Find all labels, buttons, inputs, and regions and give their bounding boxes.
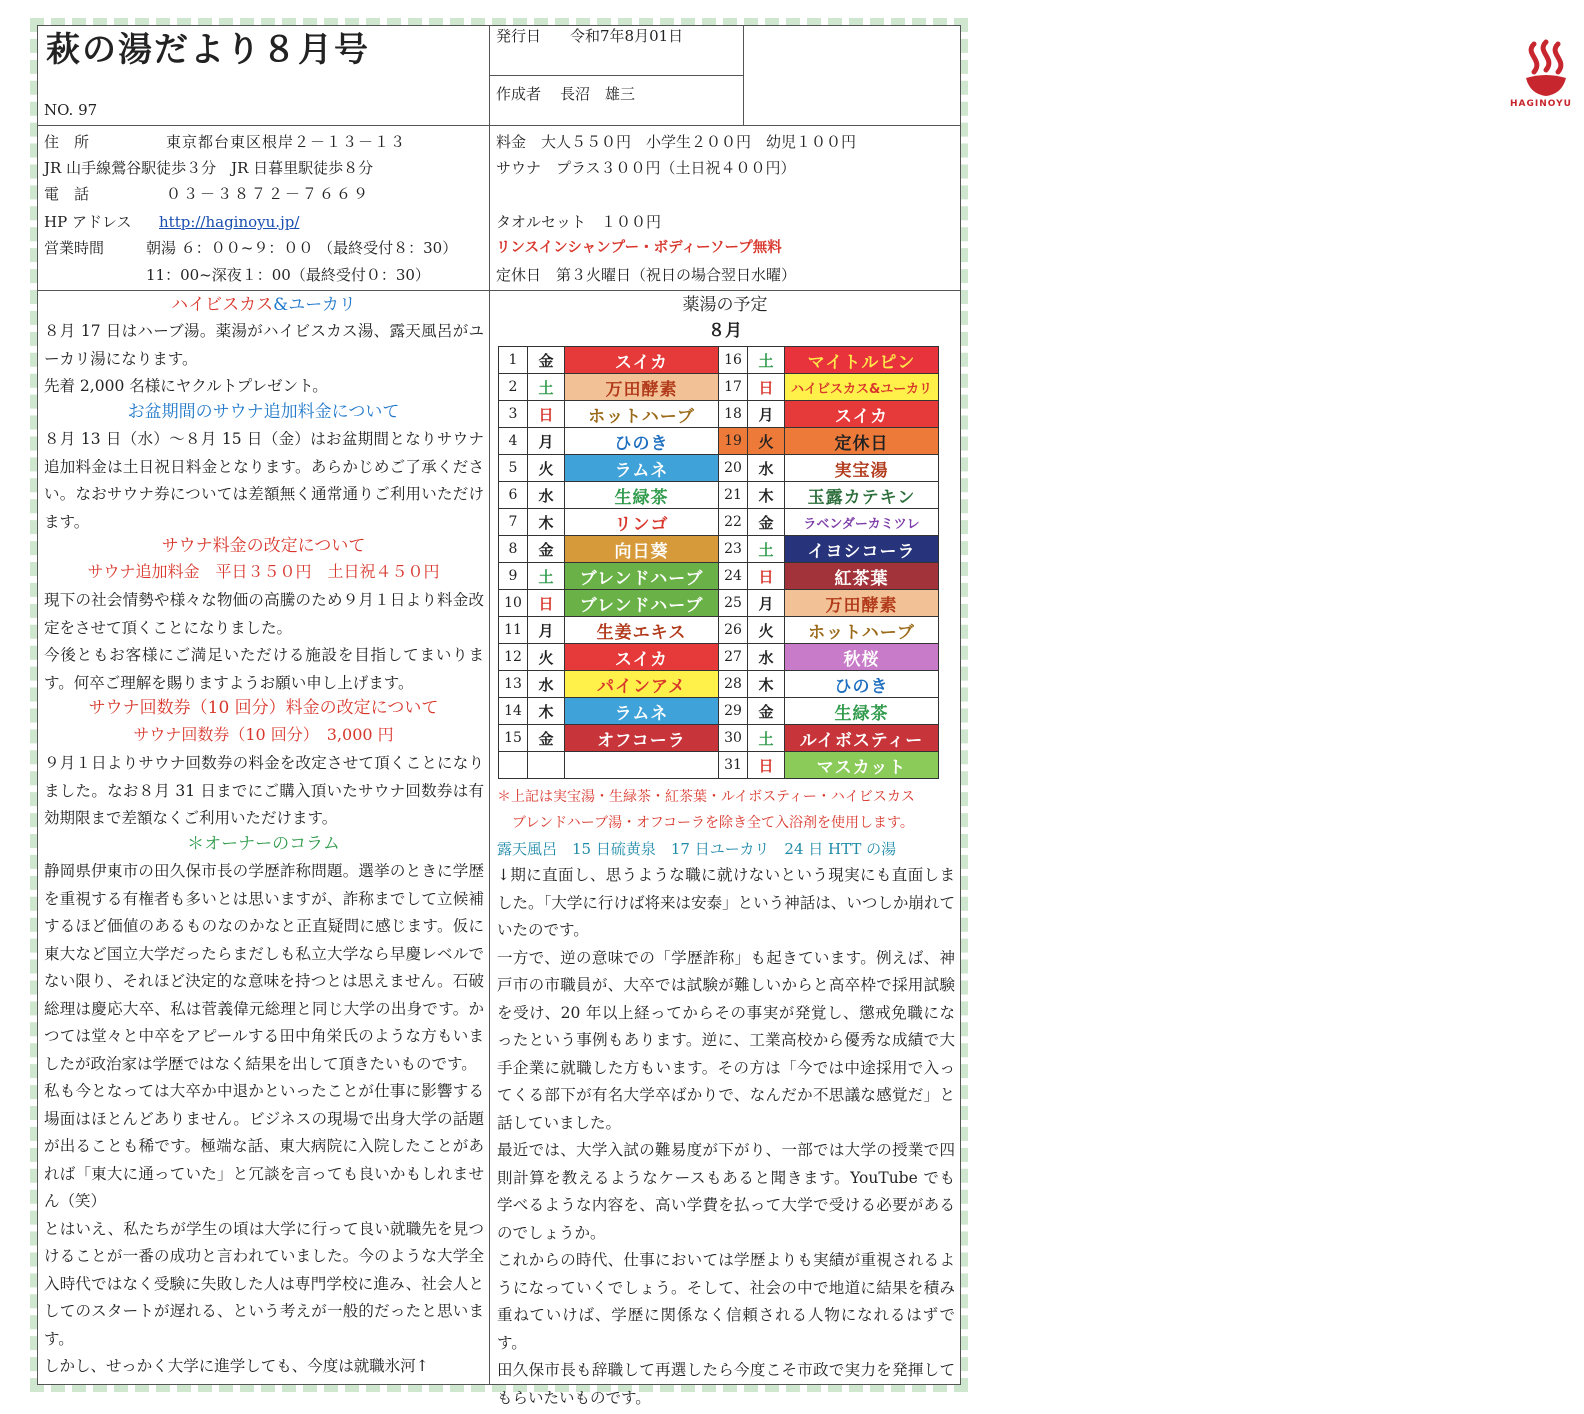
calendar-day-number: 9	[499, 563, 528, 590]
calendar-day-number: 18	[719, 401, 748, 428]
hp-link[interactable]: http://haginoyu.jp/	[159, 213, 300, 231]
calendar-weekday: 火	[528, 644, 565, 671]
calendar-bath-name: オフコーラ	[565, 725, 719, 752]
calendar-bath-name: 紅茶葉	[785, 563, 939, 590]
calendar-bath-name: スイカ	[565, 347, 719, 374]
sauna-ticket-heading: サウナ回数券（10 回分）料金の改定について	[88, 698, 439, 718]
herb-bath-text: ８月 17 日はハーブ湯。薬湯がハイビスカス湯、露天風呂がユーカリ湯になります。 先着 2,000 名様にヤクルトプレゼント。	[44, 322, 484, 395]
calendar-weekday: 日	[528, 590, 565, 617]
calendar-day-number: 12	[499, 644, 528, 671]
bath-calendar	[498, 346, 939, 779]
issue-date-label: 発行日	[496, 27, 542, 45]
sauna-price-revision-heading: サウナ料金の改定について	[161, 536, 366, 556]
phone-label: 電 話	[44, 185, 90, 203]
access-info: JR 山手線鶯谷駅徒歩３分 JR 日暮里駅徒歩８分	[44, 159, 374, 177]
calendar-bath-name: ブレンドハーブ	[565, 563, 719, 590]
page-title: 萩の湯だより８月号	[46, 30, 370, 70]
calendar-bath-name: マスカット	[785, 752, 939, 779]
calendar-row	[499, 617, 939, 644]
calendar-weekday: 月	[528, 428, 565, 455]
calendar-bath-name: 生緑茶	[785, 698, 939, 725]
calendar-row	[499, 563, 939, 590]
calendar-day-number: 10	[499, 590, 528, 617]
calendar-weekday: 水	[528, 482, 565, 509]
address: 東京都台東区根岸２－１３－１３	[166, 133, 407, 151]
calendar-bath-name: マイトルピン	[785, 347, 939, 374]
calendar-weekday: 日	[748, 374, 785, 401]
calendar-day-number: 22	[719, 509, 748, 536]
sauna-price: サウナ プラス３００円（土日祝４００円）	[496, 159, 796, 177]
calendar-day-number: 24	[719, 563, 748, 590]
calendar-bath-name: 定休日	[785, 428, 939, 455]
calendar-weekday: 火	[748, 428, 785, 455]
calendar-bath-name: ラムネ	[565, 455, 719, 482]
calendar-row	[499, 374, 939, 401]
hours-morning: 朝湯 ６：００~９：００ （最終受付８：30）	[146, 239, 458, 257]
calendar-day-number: 30	[719, 725, 748, 752]
author-label: 作成者	[496, 85, 542, 103]
owner-column-heading: ＊オーナーのコラム	[187, 834, 340, 854]
calendar-weekday: 日	[528, 401, 565, 428]
calendar-day-number: 25	[719, 590, 748, 617]
calendar-row	[499, 482, 939, 509]
owner-column-text: 静岡県伊東市の田久保市長の学歴詐称問題。選挙のときに学歴を重視する有権者も多いとは思いますが、詐称までして立候補するほど価値のあるものなのかなと正直疑問に感じます。仮に東大など国立大学だったらまだしも私立大学なら早慶レベルでない限り、それほど決定的な意味を持つとは思えません。石破総理は慶応大卒、私は菅義偉元総理と同じ大学の出身です。かつては堂々と中卒をアピールする田中角栄氏のような方もいましたが政治家は学歴ではなく結果を出して頂きたいものです。 私も今となっては大卒か中退かといったことが仕事に影響する場面はほとんどありません。ビジネスの現場で出身大学の話題が出ることも稀です。極端な話、東大病院に入院したことがあれば「東大に通っていた」と冗談を言っても良いかもしれません（笑） とはいえ、私たちが学生の頃は大学に行って良い就職先を見つけることが一番の成功と言われていました。今のような大学全入時代ではなく受験に失敗した人は専門学校に進み、社会人としてのスタートが遅れる、という考えが一般的だったと思います。 しかし、せっかく大学に進学しても、今度は就職氷河↑	[44, 862, 484, 1375]
sauna-ticket-text: ９月１日よりサウナ回数券の料金を改定させて頂くことになりました。なお８月 31 日までにご購入頂いたサウナ回数券は有効期限まで差額なくご利用いただけます。	[44, 754, 484, 827]
calendar-bath-name: 万田酵素	[565, 374, 719, 401]
calendar-row	[499, 428, 939, 455]
right-column	[489, 290, 961, 1407]
calendar-day-number: 15	[499, 725, 528, 752]
calendar-day-number: 21	[719, 482, 748, 509]
calendar-day-number: 3	[499, 401, 528, 428]
calendar-bath-name: 秋桜	[785, 644, 939, 671]
calendar-row	[499, 698, 939, 725]
calendar-day-number: 7	[499, 509, 528, 536]
calendar-bath-name: 生姜エキス	[565, 617, 719, 644]
calendar-row	[499, 644, 939, 671]
calendar-row	[499, 347, 939, 374]
calendar-weekday: 土	[748, 725, 785, 752]
calendar-weekday: 水	[748, 455, 785, 482]
calendar-row	[499, 536, 939, 563]
hours-day: 11：00~深夜１：00（最終受付０：30）	[146, 266, 430, 284]
left-column	[37, 290, 490, 1385]
calendar-day-number: 16	[719, 347, 748, 374]
calendar-day-number: 5	[499, 455, 528, 482]
calendar-row	[499, 752, 939, 779]
calendar-day-number: 31	[719, 752, 748, 779]
calendar-weekday: 火	[528, 455, 565, 482]
calendar-bath-name: パインアメ	[565, 671, 719, 698]
calendar-day-number: 26	[719, 617, 748, 644]
calendar-day-number: 4	[499, 428, 528, 455]
calendar-weekday: 日	[748, 563, 785, 590]
calendar-weekday: 土	[528, 374, 565, 401]
calendar-weekday: 金	[748, 509, 785, 536]
calendar-weekday: 金	[528, 725, 565, 752]
calendar-row	[499, 401, 939, 428]
info-right-box	[489, 125, 961, 291]
address-label: 住 所	[44, 133, 90, 151]
phone-number: ０３－３８７２－７６６９	[166, 185, 371, 203]
calendar-row	[499, 590, 939, 617]
calendar-weekday: 土	[748, 347, 785, 374]
calendar-weekday	[528, 752, 565, 779]
obon-sauna-text: ８月 13 日（水）～８月 15 日（金）はお盆期間となりサウナ追加料金は土日祝日料金となります。あらかじめご了承ください。なおサウナ券については差額無く通常通りご利用いただけます。	[44, 430, 484, 531]
calendar-weekday: 水	[748, 644, 785, 671]
issue-meta-box	[489, 25, 744, 126]
calendar-row	[499, 725, 939, 752]
calendar-weekday: 金	[528, 347, 565, 374]
meta-divider	[490, 75, 743, 76]
towel-price: タオルセット １００円	[496, 213, 662, 231]
calendar-weekday: 月	[748, 401, 785, 428]
calendar-weekday: 金	[748, 698, 785, 725]
hp-label: HP アドレス	[44, 213, 132, 231]
free-soap-notice: リンスインシャンプー・ボディーソープ無料	[496, 240, 782, 256]
calendar-day-number: 8	[499, 536, 528, 563]
author-name: 長沼 雄三	[560, 85, 636, 103]
calendar-row	[499, 455, 939, 482]
calendar-bath-name: ブレンドハーブ	[565, 590, 719, 617]
calendar-bath-name: ホットハーブ	[565, 401, 719, 428]
calendar-day-number: 28	[719, 671, 748, 698]
calendar-day-number: 27	[719, 644, 748, 671]
sauna-price-revision-text: 現下の社会情勢や様々な物価の高騰のため９月１日より料金改定をさせて頂くことになりました。 今後ともお客様にご満足いただける施設を目指してまいります。何卒ご理解を賜りますようお願い申し上げます。	[44, 591, 484, 692]
calendar-weekday: 金	[528, 536, 565, 563]
calendar-bath-name: ルイボスティー	[785, 725, 939, 752]
info-left-box	[37, 125, 490, 291]
calendar-bath-name: ラベンダーカミツレ	[785, 509, 939, 536]
calendar-bath-name: ホットハーブ	[785, 617, 939, 644]
calendar-weekday: 木	[748, 671, 785, 698]
logo-box	[743, 25, 1572, 126]
calendar-weekday: 木	[528, 509, 565, 536]
rotenburo-schedule: 露天風呂 15 日硫黄泉 17 日ユーカリ 24 日 HTT の湯	[497, 840, 897, 858]
closed-day: 定休日 第３火曜日（祝日の場合翌日水曜）	[496, 266, 797, 284]
calendar-day-number: 14	[499, 698, 528, 725]
haginoyu-logo	[1504, 36, 1584, 116]
calendar-weekday: 木	[748, 482, 785, 509]
owner-column-continued: ↓期に直面し、思うような職に就けないという現実にも直面しました。「大学に行けば将来は安泰」という神話は、いつしか崩れていたのです。 一方で、逆の意味での「学歴詐称」も起きています。例えば、神戸市の市職員が、大卒では試験が難しいからと高卒枠で採用試験を受け、20 年以上経ってからその事実が発覚し、懲戒免職になったという事例もあります。逆に、工業高校から優秀な成績で大手企業に就職した方もいます。その方は「今では中途採用で入ってくる部下が有名大学卒ばかりで、なんだか不思議な感覚だ」と話していました。 最近では、大学入試の難易度が下がり、一部では大学の授業で四則計算を教えるようなケースもあると聞きます。YouTube でも学べるような内容を、高い学費を払って大学で受ける必要があるのでしょうか。 これからの時代、仕事においては学歴よりも実績が重視されるようになっていくでしょう。そして、社会の中で地道に結果を積み重ねていけば、学歴に関係なく信頼される人物になれるはずです。 田久保市長も辞職して再選したら今度こそ市政で実力を発揮してもらいたいものです。	[497, 866, 955, 1407]
hours-label: 営業時間	[44, 239, 105, 257]
calendar-day-number: 13	[499, 671, 528, 698]
calendar-bath-name: ひのき	[785, 671, 939, 698]
herb-bath-heading: ハイビスカス&ユーカリ	[171, 295, 356, 315]
calendar-bath-name: スイカ	[785, 401, 939, 428]
calendar-bath-name: 生緑茶	[565, 482, 719, 509]
calendar-day-number: 11	[499, 617, 528, 644]
price-info: 料金 大人５５０円 小学生２００円 幼児１００円	[496, 133, 857, 151]
calendar-bath-name	[565, 752, 719, 779]
calendar-weekday: 土	[528, 563, 565, 590]
calendar-bath-name: イヨシコーラ	[785, 536, 939, 563]
calendar-day-number: 23	[719, 536, 748, 563]
calendar-bath-name: 向日葵	[565, 536, 719, 563]
calendar-weekday: 土	[748, 536, 785, 563]
calendar-row	[499, 509, 939, 536]
calendar-bath-name: ひのき	[565, 428, 719, 455]
calendar-bath-name: ハイビスカス&ユーカリ	[785, 374, 939, 401]
calendar-bath-name: 玉露カテキン	[785, 482, 939, 509]
calendar-day-number: 2	[499, 374, 528, 401]
newsletter	[37, 25, 1572, 1407]
calendar-bath-name: ラムネ	[565, 698, 719, 725]
calendar-weekday: 火	[748, 617, 785, 644]
calendar-bath-name: 実宝湯	[785, 455, 939, 482]
logo-text: HAGINOYU	[1510, 99, 1572, 109]
calendar-weekday: 月	[528, 617, 565, 644]
calendar-bath-name: リンゴ	[565, 509, 719, 536]
calendar-day-number: 6	[499, 482, 528, 509]
calendar-weekday: 水	[528, 671, 565, 698]
calendar-day-number: 29	[719, 698, 748, 725]
calendar-day-number: 20	[719, 455, 748, 482]
calendar-day-number: 17	[719, 374, 748, 401]
title-box	[37, 25, 490, 126]
schedule-note-1: ＊上記は実宝湯・生緑茶・紅茶葉・ルイボスティー・ハイビスカス	[497, 789, 915, 805]
sauna-price-revision-sub: サウナ追加料金 平日３５０円 土日祝４５０円	[87, 562, 440, 581]
issue-number: NO. 97	[44, 101, 98, 119]
calendar-day-number	[499, 752, 528, 779]
calendar-weekday: 日	[748, 752, 785, 779]
calendar-day-number: 19	[719, 428, 748, 455]
calendar-bath-name: 万田酵素	[785, 590, 939, 617]
calendar-day-number: 1	[499, 347, 528, 374]
issue-date: 令和7年8月01日	[570, 27, 684, 45]
schedule-month: ８月	[708, 321, 742, 341]
obon-sauna-heading: お盆期間のサウナ追加料金について	[127, 402, 400, 422]
calendar-bath-name: スイカ	[565, 644, 719, 671]
schedule-title: 薬湯の予定	[682, 295, 768, 315]
calendar-weekday: 月	[748, 590, 785, 617]
calendar-weekday: 木	[528, 698, 565, 725]
sauna-ticket-sub: サウナ回数券（10 回分） 3,000 円	[133, 725, 394, 744]
schedule-note-2: ブレンドハーブ湯・オフコーラを除き全て入浴剤を使用します。	[512, 815, 914, 831]
calendar-row	[499, 671, 939, 698]
